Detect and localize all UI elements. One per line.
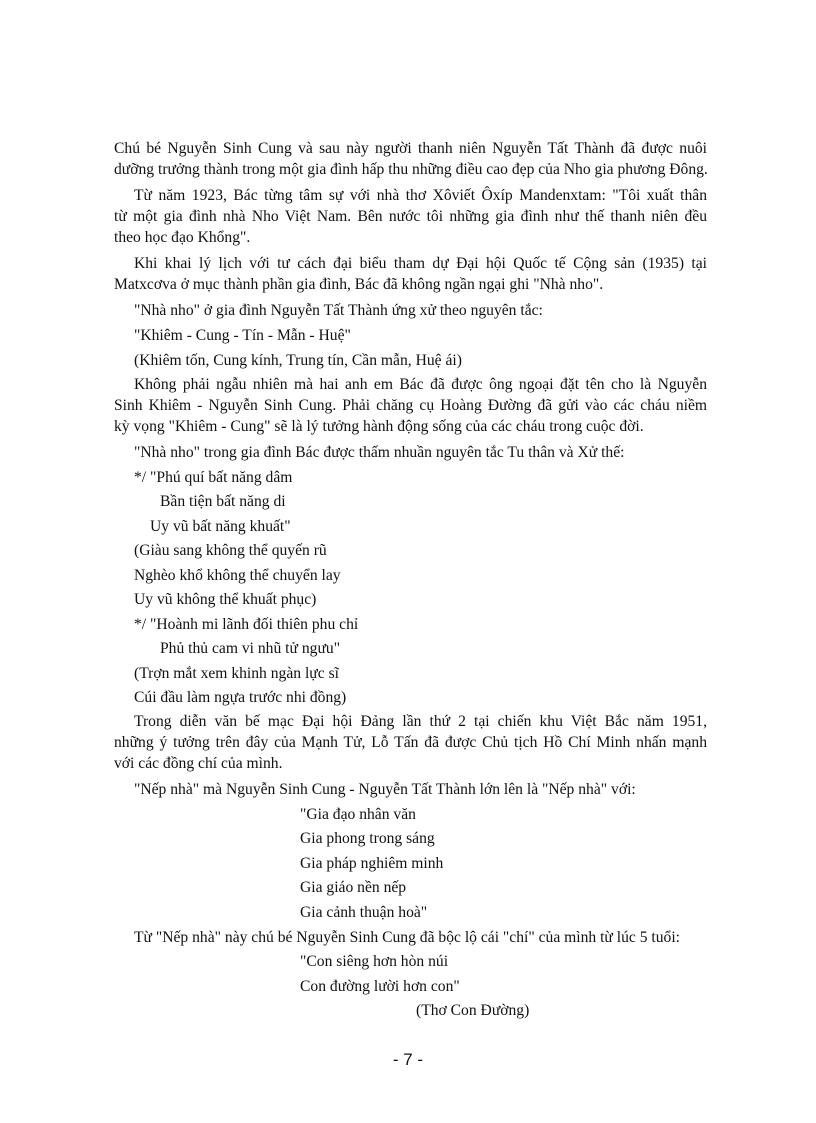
text-line: "Nếp nhà" mà Nguyễn Sinh Cung - Nguyễn Tất Thành lớn lên là "Nếp nhà" với: bbox=[134, 781, 636, 798]
quote-line: "Khiêm - Cung - Tín - Mẫn - Huệ" bbox=[134, 327, 351, 344]
text-line: Matxcơva ở mục thành phần gia đình, Bác đã không ngần ngại ghi "Nhà nho". bbox=[114, 276, 604, 293]
text-line: Không phải ngẫu nhiên mà hai anh em Bác đã được ông ngoại đặt tên cho là Nguyễn bbox=[134, 376, 707, 393]
text-line: dưỡng trưởng thành trong một gia đình hấp thu những điều cao đẹp của Nho gia phương Đông. bbox=[114, 161, 708, 178]
text-line: Trong diễn văn bế mạc Đại hội Đảng lần thứ 2 tại chiến khu Việt Bắc năm 1951, bbox=[134, 713, 707, 730]
poem-line: Uy vũ không thể khuất phục) bbox=[134, 591, 317, 608]
text-line: kỳ vọng "Khiêm - Cung" sẽ là lý tưởng hành động sống của các cháu trong cuộc đời. bbox=[114, 418, 644, 435]
text-line: Khi khai lý lịch với tư cách đại biểu tham dự Đại hội Quốc tế Cộng sản (1935) tại bbox=[134, 255, 707, 272]
poem-line: Nghèo khổ không thể chuyển lay bbox=[134, 567, 341, 584]
poem-line: Gia phong trong sáng bbox=[300, 830, 435, 847]
poem-line: Gia pháp nghiêm minh bbox=[300, 855, 444, 872]
poem-source: (Thơ Con Đường) bbox=[416, 1002, 530, 1019]
poem-line: "Con siêng hơn hòn núi bbox=[300, 953, 449, 970]
poem-line: Phủ thủ cam vi nhũ tử ngưu" bbox=[160, 640, 341, 657]
text-line: Từ "Nếp nhà" này chú bé Nguyễn Sinh Cung đã bộc lộ cái "chí" của mình từ lúc 5 tuổi: bbox=[134, 929, 681, 946]
text-line: "Nhà nho" trong gia đình Bác được thấm nhuần nguyên tắc Tu thân và Xử thế: bbox=[134, 444, 625, 461]
poem-line: */ "Hoành mi lãnh đối thiên phu chỉ bbox=[134, 616, 359, 633]
text-line: với các đồng chí của mình. bbox=[114, 755, 283, 772]
poem-line: */ "Phú quí bất năng dâm bbox=[134, 469, 293, 486]
poem-line: Uy vũ bất năng khuất" bbox=[150, 518, 291, 535]
poem-line: Gia cảnh thuận hoà" bbox=[300, 904, 428, 921]
text-line: Sinh Khiêm - Nguyễn Sinh Cung. Phải chăng cụ Hoàng Đường đã gửi vào các cháu niềm bbox=[114, 397, 707, 414]
poem-line: Bần tiện bất năng di bbox=[160, 493, 286, 510]
text-line: "Nhà nho" ở gia đình Nguyễn Tất Thành ứng xử theo nguyên tắc: bbox=[134, 302, 543, 319]
text-line: những ý tưởng trên đây của Mạnh Tử, Lỗ Tấn đã được Chủ tịch Hồ Chí Minh nhấn mạnh bbox=[114, 734, 707, 751]
poem-line: Gia giáo nền nếp bbox=[300, 879, 407, 896]
page-number: - 7 - bbox=[392, 1050, 424, 1069]
poem-line: Cúi đầu làm ngựa trước nhi đồng) bbox=[134, 689, 347, 706]
text-line: Từ năm 1923, Bác từng tâm sự với nhà thơ Xôviết Ôxíp Mandenxtam: "Tôi xuất thân bbox=[134, 187, 707, 204]
poem-line: "Gia đạo nhân văn bbox=[300, 806, 416, 823]
text-line: Chú bé Nguyễn Sinh Cung và sau này người thanh niên Nguyễn Tất Thành đã được nuôi bbox=[114, 140, 707, 157]
text-line: từ một gia đình nhà Nho Việt Nam. Bên nước tôi những gia đình như thế thanh niên đều bbox=[114, 208, 707, 225]
poem-line: (Giàu sang không thể quyến rũ bbox=[134, 542, 327, 559]
text-line: theo học đạo Khổng". bbox=[114, 229, 251, 246]
poem-line: (Trợn mắt xem khinh ngàn lực sĩ bbox=[134, 665, 339, 682]
poem-line: Con đường lười hơn con" bbox=[300, 978, 460, 995]
text-line: (Khiêm tốn, Cung kính, Trung tín, Cần mẫn, Huệ ái) bbox=[134, 352, 462, 369]
